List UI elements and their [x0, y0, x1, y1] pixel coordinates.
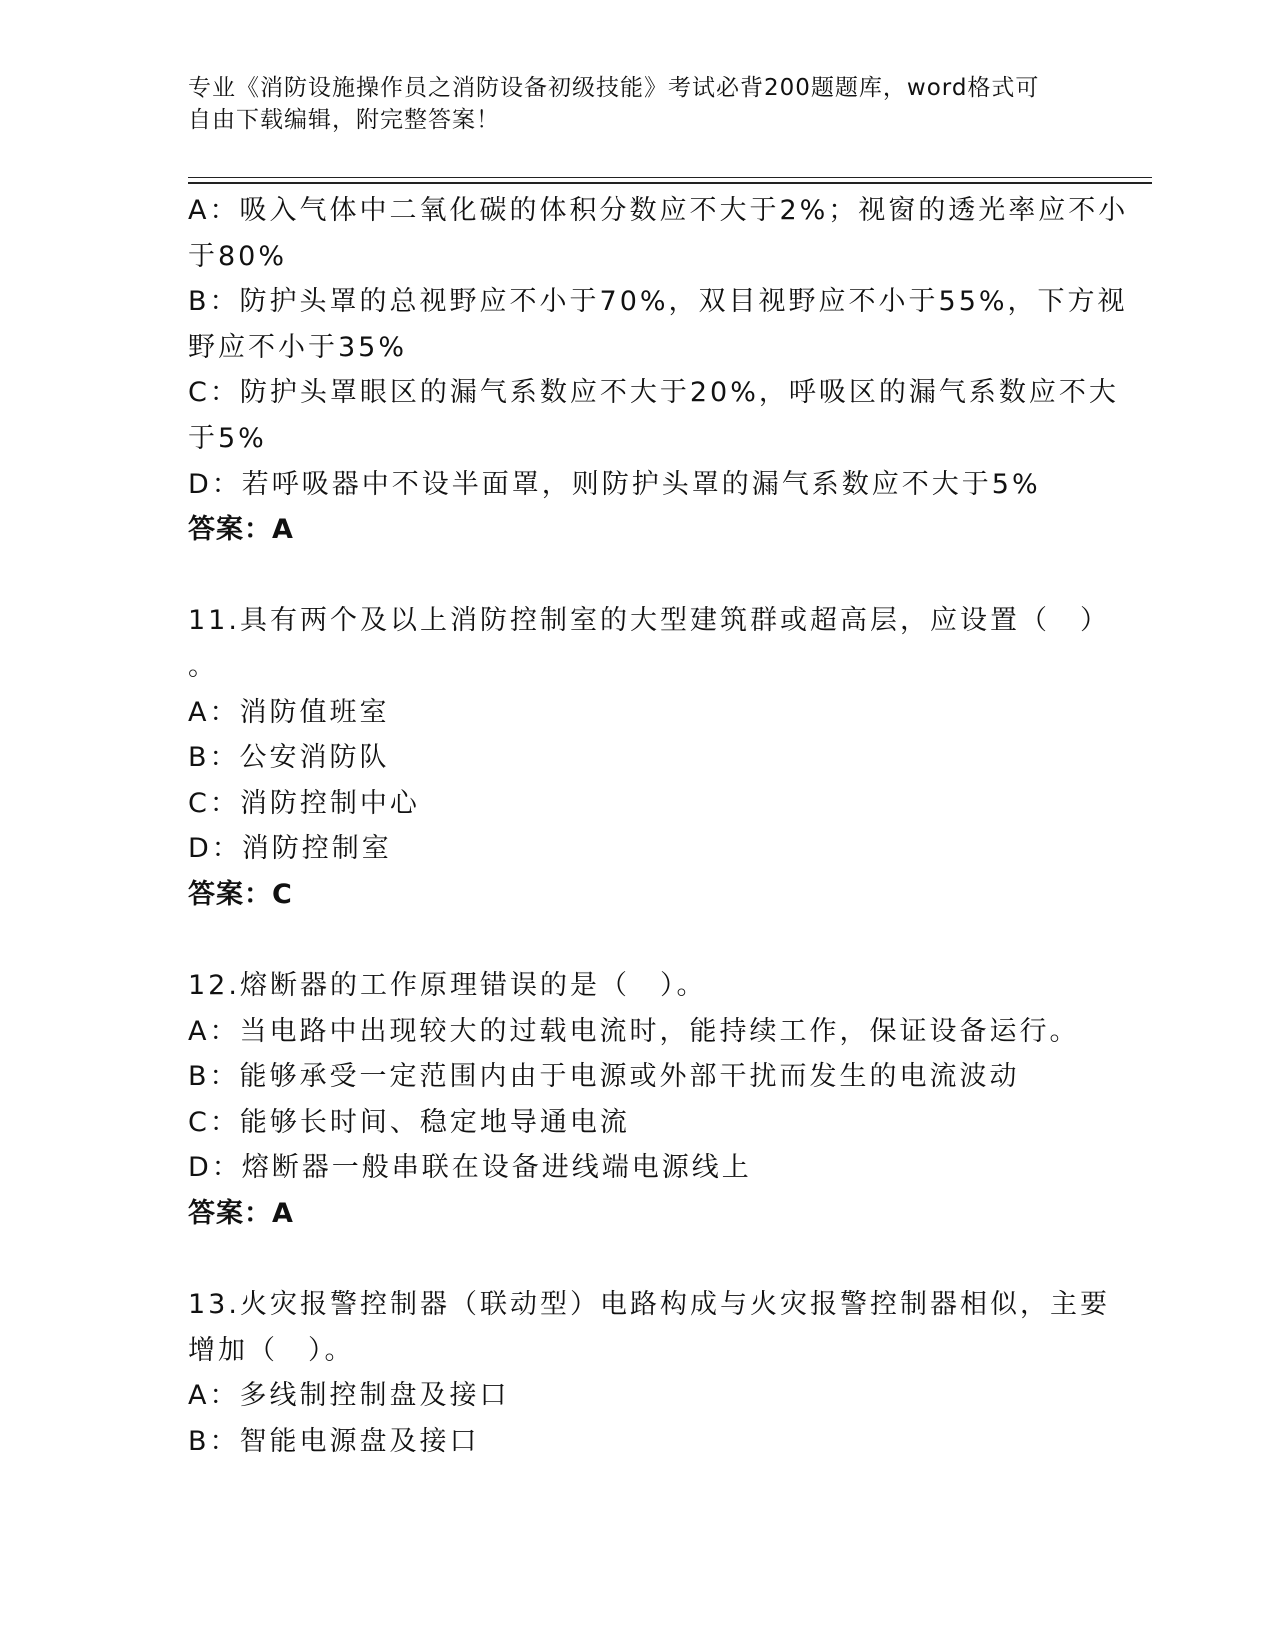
spacer [188, 1237, 1068, 1283]
question-13-block [188, 1282, 1110, 1464]
q10-option-c-line-2: 于5% [188, 422, 267, 454]
header-line-2: 自由下载编辑，附完整答案！ [188, 107, 500, 133]
q11-stem-line-1: 11.具有两个及以上消防控制室的大型建筑群或超高层，应设置（ ） [188, 605, 1110, 637]
header-divider-thin [188, 177, 1152, 178]
q11-answer: 答案：C [188, 878, 293, 910]
q10-option-a-line-1: A：吸入气体中二氧化碳的体积分数应不大于2%；视窗的透光率应不小 [188, 195, 1129, 226]
q12-option-c: C：能够长时间、稳定地导通电流 [188, 1106, 630, 1138]
document-header [188, 72, 1068, 136]
q10-option-b-line-1: B：防护头罩的总视野应不小于70%，双目视野应不小于55%，下方视 [188, 286, 1128, 318]
header-divider-thick [188, 182, 1152, 184]
q11-option-c: C：消防控制中心 [188, 787, 420, 819]
question-10-block [188, 188, 1129, 553]
q11-option-a: A：消防值班室 [188, 696, 390, 728]
q11-option-d: D：消防控制室 [188, 833, 392, 865]
q10-option-a-line-2: 于80% [188, 240, 288, 272]
question-11-block [188, 598, 1110, 917]
q10-option-d: D：若呼吸器中不设半面罩，则防护头罩的漏气系数应不大于5% [188, 468, 1041, 500]
document-body [188, 188, 1129, 1465]
q10-option-b-line-2: 野应不小于35% [188, 331, 408, 363]
q13-option-a: A：多线制控制盘及接口 [188, 1380, 510, 1412]
q12-option-d: D：熔断器一般串联在设备进线端电源线上 [188, 1152, 752, 1184]
spacer [188, 553, 1068, 599]
q13-stem-line-1: 13.火灾报警控制器（联动型）电路构成与火灾报警控制器相似，主要 [188, 1289, 1110, 1321]
q11-option-b: B：公安消防队 [188, 742, 390, 774]
q13-stem-line-2: 增加（ ）。 [188, 1334, 355, 1366]
header-line-1: 专业《消防设施操作员之消防设备初级技能》考试必背200题题库，word格式可 [188, 75, 1040, 101]
spacer [188, 918, 1068, 964]
q11-stem-line-2: 。 [188, 650, 218, 682]
q12-stem: 12.熔断器的工作原理错误的是（ ）。 [188, 970, 707, 1002]
q12-option-b: B：能够承受一定范围内由于电源或外部干扰而发生的电流波动 [188, 1061, 1020, 1093]
question-12-block [188, 963, 1080, 1237]
q10-answer: 答案：A [188, 514, 294, 546]
q12-option-a: A：当电路中出现较大的过载电流时，能持续工作，保证设备运行。 [188, 1015, 1080, 1047]
q12-answer: 答案：A [188, 1198, 294, 1230]
q13-option-b: B：智能电源盘及接口 [188, 1426, 480, 1458]
q10-option-c-line-1: C：防护头罩眼区的漏气系数应不大于20%，呼吸区的漏气系数应不大 [188, 377, 1119, 409]
